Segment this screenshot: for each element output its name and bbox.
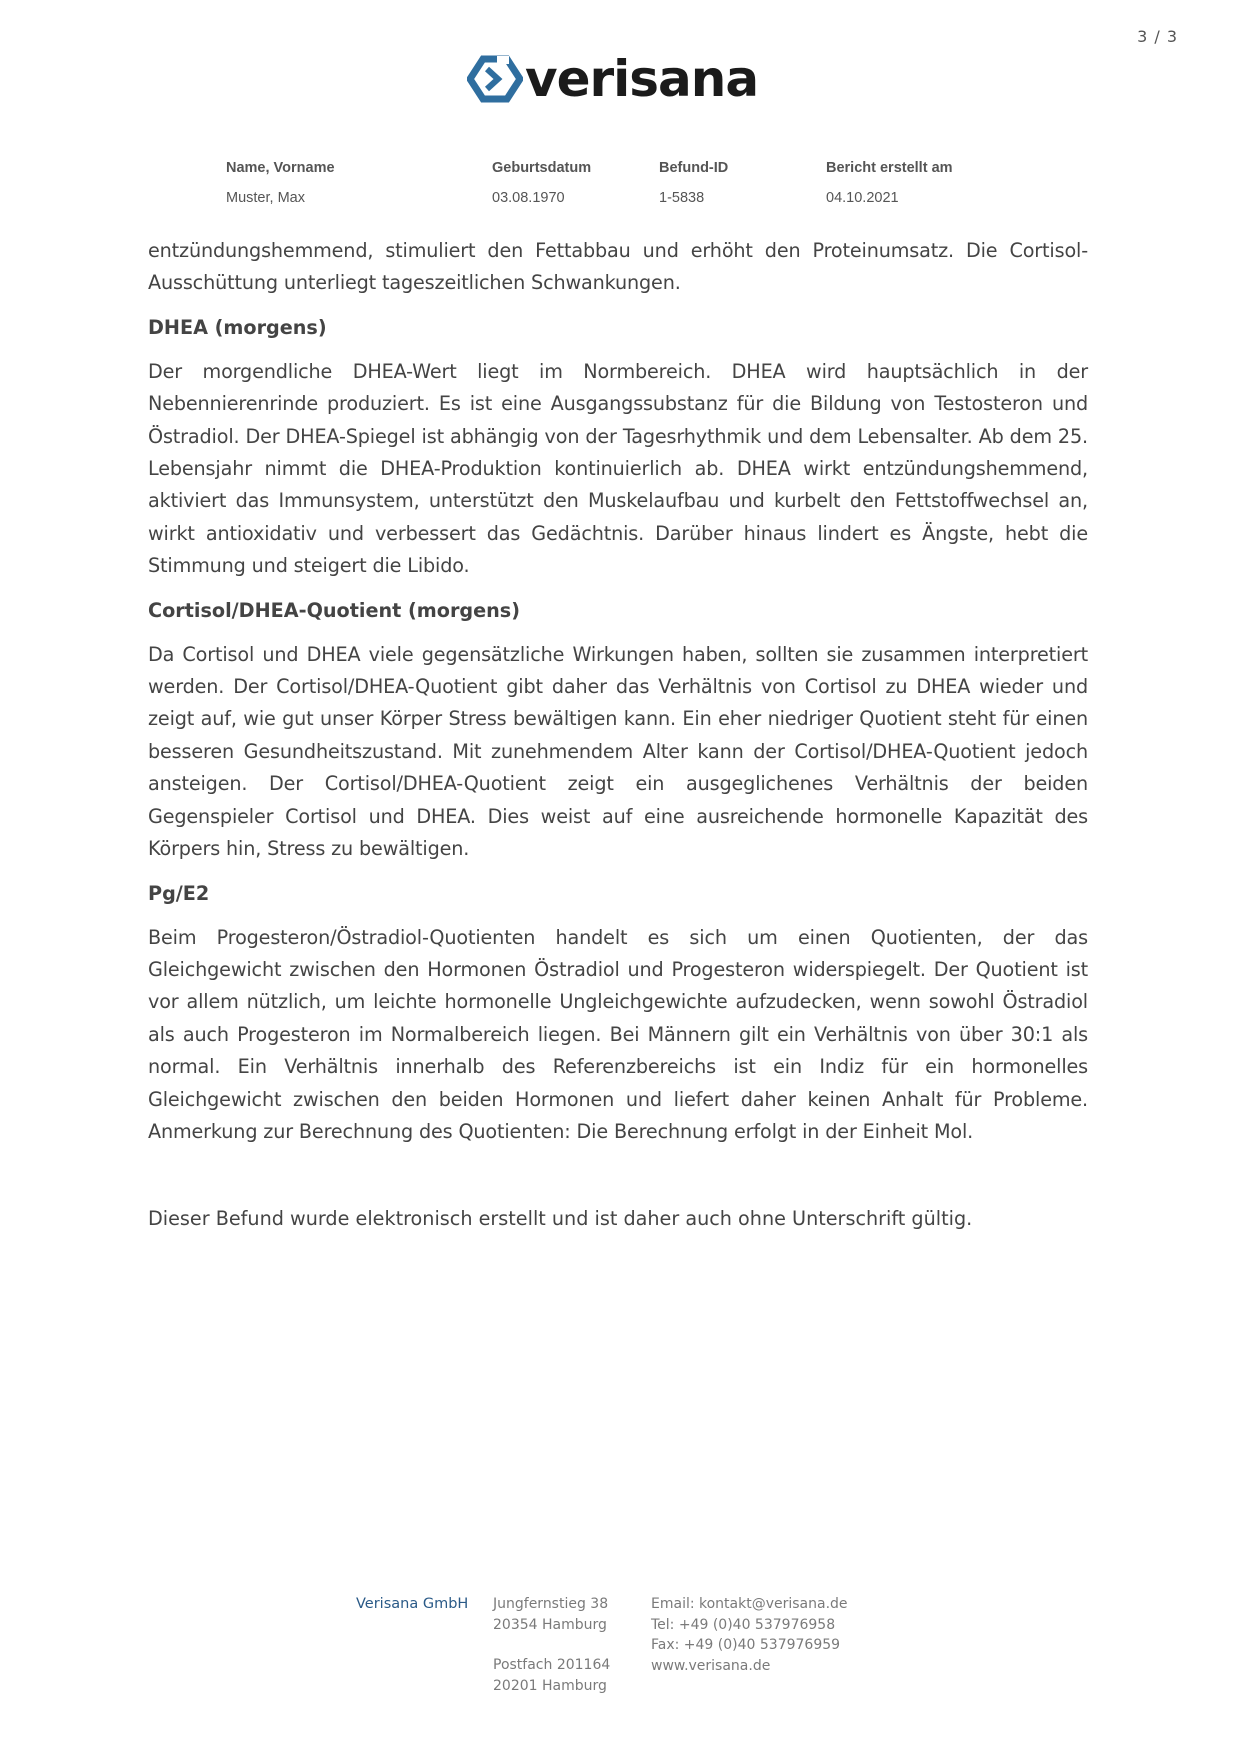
closing-note: Dieser Befund wurde elektronisch erstellt und ist daher auch ohne Unterschrift gültig. (148, 1207, 973, 1231)
footer-address-col (493, 1594, 610, 1696)
footer-web[interactable]: www.verisana.de (651, 1657, 771, 1674)
header-value: 1-5838 (659, 190, 705, 206)
section-heading-pg-e2: Pg/E2 (148, 881, 210, 905)
report-body (148, 235, 1088, 1235)
header-label: Geburtsdatum (492, 160, 592, 176)
section-text-pg-e2: Beim Progesteron/Östradiol-Quotienten handelt es sich um einen Quotienten, der das Gleichgewicht zwischen den Hormonen Östradiol und Progesteron widerspiegelt. Der Quotient ist vor allem nützlich, um leichte hormonelle Ungleichgewichte aufzudecken, wenn sowohl Östradiol als auch Progesteron im Normalbereich liegen. Bei Männern gilt ein Verhältnis von über 30:1 als normal. Ein Verhältnis innerhalb des Referenzbereichs ist ein Indiz für ein hormonelles Gleichgewicht zwischen den beiden Hormonen und liefert daher keinen Anhalt für Probleme. Anmerkung zur Berechnung des Quotienten: Die Berechnung erfolgt in der Einheit Mol. (148, 925, 1088, 1143)
footer-email[interactable]: Email: kontakt@verisana.de (651, 1596, 848, 1612)
page-number: 3 / 3 (1137, 27, 1178, 46)
logo-wordmark: verisana (525, 50, 759, 108)
section-heading-cortisol-dhea: Cortisol/DHEA-Quotient (morgens) (148, 598, 521, 622)
section-text-dhea: Der morgendliche DHEA-Wert liegt im Normbereich. DHEA wird hauptsächlich in der Nebennierenrinde produziert. Es ist eine Ausgangssubstanz für die Bildung von Testosteron und Östradiol. Der DHEA-Spiegel ist abhängig von der Tagesrhythmik und dem Lebensalter. Ab dem 25. Lebensjahr nimmt die DHEA-Produktion kontinuierlich ab. DHEA wirkt entzündungshemmend, aktiviert das Immunsystem, unterstützt den Muskelaufbau und kurbelt den Fettstoffwechsel an, wirkt antioxidativ und verbessert das Gedächtnis. Darüber hinaus lindert es Ängste, hebt die Stimmung und steigert die Libido. (148, 359, 1088, 578)
header-label: Befund-ID (659, 160, 729, 176)
intro-paragraph: entzündungshemmend, stimuliert den Fettabbau und erhöht den Proteinumsatz. Die Cortisol-Ausschüttung unterliegt tageszeitlichen Schwankungen. (148, 239, 1088, 295)
footer-street: Jungfernstieg 38 (493, 1596, 609, 1612)
header-label: Name, Vorname (226, 160, 335, 176)
footer-tel: Tel: +49 (0)40 537976958 (651, 1616, 836, 1633)
section-heading-dhea: DHEA (morgens) (148, 315, 327, 339)
header-col-report-id (659, 160, 728, 206)
company-logo (467, 50, 767, 108)
header-value: 04.10.2021 (826, 190, 899, 206)
header-value: Muster, Max (226, 190, 305, 206)
header-value: 03.08.1970 (492, 190, 565, 206)
header-label: Bericht erstellt am (826, 160, 953, 176)
footer-postbox-city: 20201 Hamburg (493, 1677, 607, 1694)
footer-postbox: Postfach 201164 (493, 1657, 611, 1673)
section-text-cortisol-dhea: Da Cortisol und DHEA viele gegensätzliche Wirkungen haben, sollten sie zusammen interpretiert werden. Der Cortisol/DHEA-Quotient gibt daher das Verhältnis von Cortisol zu DHEA wieder und zeigt auf, wie gut unser Körper Stress bewältigen kann. Ein eher niedriger Quotient steht für einen besseren Gesundheitszustand. Mit zunehmendem Alter kann der Cortisol/DHEA-Quotient jedoch ansteigen. Der Cortisol/DHEA-Quotient zeigt ein ausgeglichenes Verhältnis der beiden Gegenspieler Cortisol und DHEA. Dies weist auf eine ausreichende hormonelle Kapazität des Körpers hin, Stress zu bewältigen. (148, 642, 1088, 861)
footer-contact-col (651, 1594, 848, 1676)
footer-fax: Fax: +49 (0)40 537976959 (651, 1637, 841, 1653)
hexagon-arrow-logo-icon (467, 53, 523, 105)
page-footer (0, 1594, 1240, 1714)
header-col-name (226, 160, 335, 206)
footer-company-col (356, 1594, 468, 1615)
patient-header (0, 160, 1240, 220)
header-col-birthdate (492, 160, 591, 206)
footer-company: Verisana GmbH (356, 1596, 469, 1612)
header-col-report-date (826, 160, 953, 206)
footer-city: 20354 Hamburg (493, 1616, 607, 1633)
